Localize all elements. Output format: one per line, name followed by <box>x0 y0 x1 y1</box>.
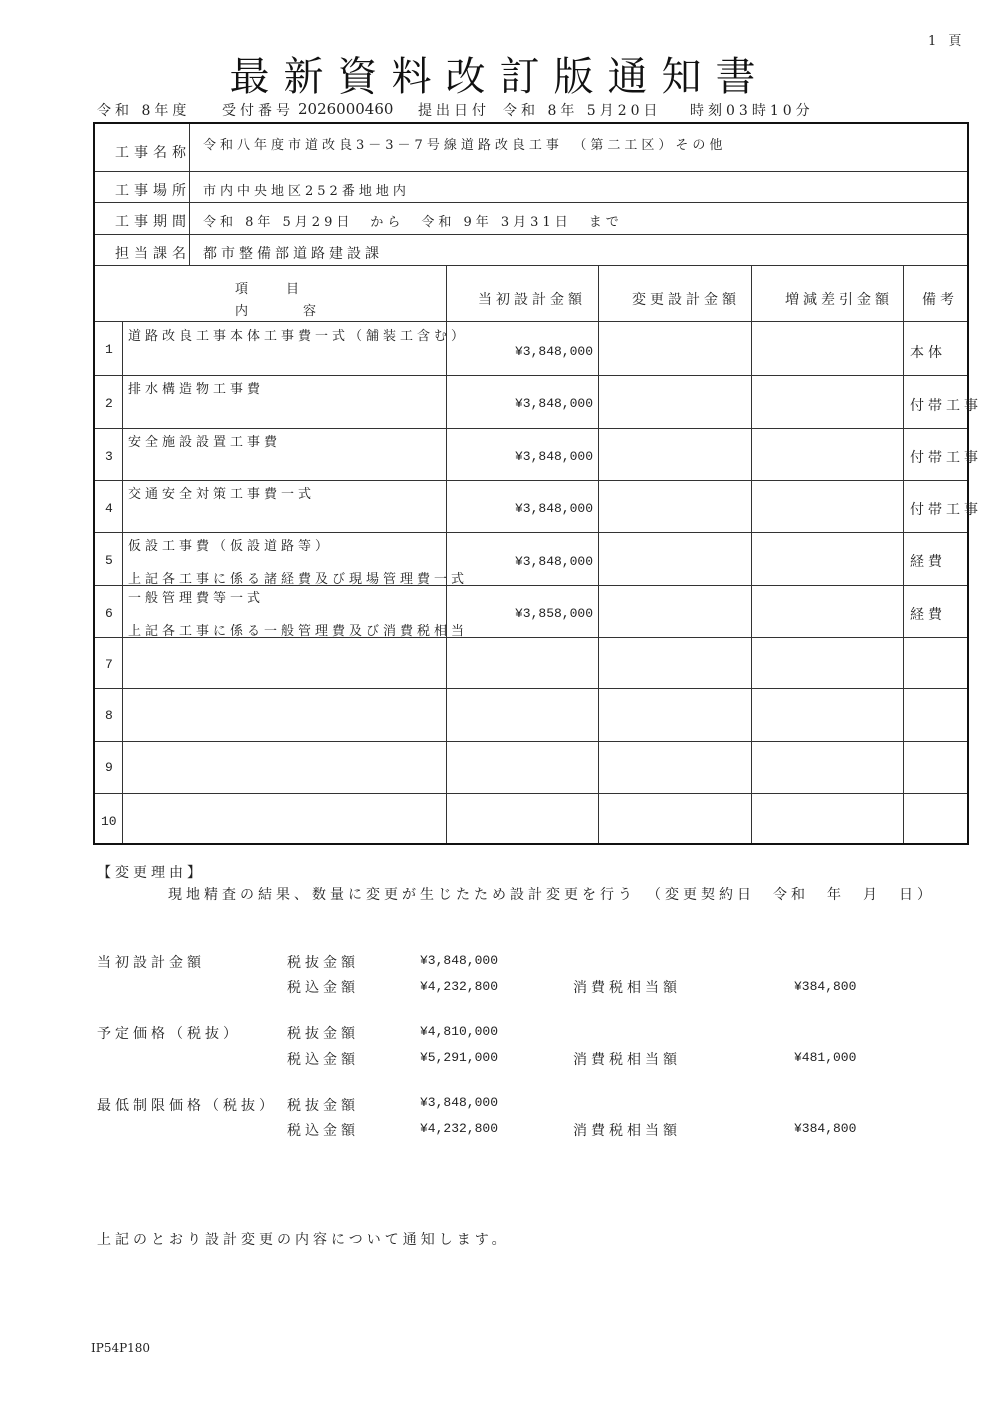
row-amount: ¥3,848,000 <box>514 449 593 464</box>
location: 市内中央地区252番地地内 <box>203 184 410 199</box>
date-label: 提出日付 <box>418 103 490 119</box>
row-number: 9 <box>105 760 113 775</box>
row-content-detail: 上記各工事に係る諸経費及び現場管理費一式 <box>128 572 469 587</box>
project-name-label: 工事名称 <box>115 145 191 161</box>
row-amount: ¥3,848,000 <box>514 501 593 516</box>
tax-amount-label: 消費税相当額 <box>573 1123 681 1139</box>
row-amount: ¥3,848,000 <box>514 396 593 411</box>
tax-amount-value: ¥384,800 <box>794 979 857 994</box>
row-note: 経費 <box>910 554 946 570</box>
row-number: 8 <box>105 708 113 723</box>
tax-included-label: 税込金額 <box>287 1052 359 1068</box>
tax-amount-value: ¥481,000 <box>794 1050 857 1065</box>
row-number: 3 <box>105 449 113 464</box>
tax-excluded-value: ¥3,848,000 <box>420 953 499 968</box>
row-note: 経費 <box>910 607 946 623</box>
row-number: 6 <box>105 606 113 621</box>
summary-label: 当初設計金額 <box>97 955 205 971</box>
row-note: 本体 <box>910 345 946 361</box>
department-label: 担当課名 <box>115 246 191 262</box>
row-number: 2 <box>105 396 113 411</box>
row-number: 4 <box>105 501 113 516</box>
row-amount: ¥3,848,000 <box>514 344 593 359</box>
row-number: 10 <box>101 814 117 829</box>
form-code: IP54P180 <box>91 1341 151 1355</box>
difference-amount-header: 増減差引金額 <box>785 292 893 308</box>
row-note: 付帯工事 <box>910 450 982 466</box>
tax-excluded-label: 税抜金額 <box>287 955 359 971</box>
period: 令和 8年 5月29日 から 令和 9年 3月31日 まで <box>203 215 623 230</box>
row-content: 仮設工事費（仮設道路等） <box>128 539 333 554</box>
period-label: 工事期間 <box>115 214 191 230</box>
row-content: 一般管理費等一式 <box>128 591 265 606</box>
tax-included-value: ¥5,291,000 <box>420 1050 499 1065</box>
submission-date: 令和 8年 5月20日 <box>503 103 662 119</box>
reception-number: 2026000460 <box>298 100 394 118</box>
row-amount: ¥3,848,000 <box>514 554 593 569</box>
row-note: 付帯工事 <box>910 398 982 414</box>
row-content-detail: 上記各工事に係る一般管理費及び消費税相当 <box>128 624 469 639</box>
main-form-table <box>93 122 982 845</box>
tax-excluded-label: 税抜金額 <box>287 1098 359 1114</box>
project-name: 令和八年度市道改良3－3－7号線道路改良工事 （第二工区）その他 <box>203 138 727 153</box>
fiscal-year: 令和 8年度 <box>97 103 191 119</box>
content-header: 内 容 <box>235 304 321 319</box>
row-content: 排水構造物工事費 <box>128 382 265 397</box>
tax-excluded-value: ¥3,848,000 <box>420 1095 499 1110</box>
summary-label: 予定価格（税抜） <box>97 1026 241 1042</box>
document-title: 最新資料改訂版通知書 <box>229 54 770 100</box>
row-number: 1 <box>105 342 113 357</box>
department: 都市整備部道路建設課 <box>203 246 383 262</box>
tax-amount-label: 消費税相当額 <box>573 1052 681 1068</box>
tax-included-value: ¥4,232,800 <box>420 1121 499 1136</box>
tax-amount-value: ¥384,800 <box>794 1121 857 1136</box>
row-content: 安全施設設置工事費 <box>128 435 282 450</box>
tax-included-label: 税込金額 <box>287 1123 359 1139</box>
remarks-label: 【変更理由】 <box>97 865 205 881</box>
submission-time: 時刻03時10分 <box>690 103 814 119</box>
location-label: 工事場所 <box>115 183 191 199</box>
remarks-text: 現地精査の結果、数量に変更が生じたため設計変更を行う （変更契約日 令和 年 月 日） <box>168 887 935 903</box>
notes-header: 備考 <box>922 292 958 308</box>
row-number: 7 <box>105 657 113 672</box>
revised-amount-header: 変更設計金額 <box>632 292 740 308</box>
tax-amount-label: 消費税相当額 <box>573 980 681 996</box>
tax-included-label: 税込金額 <box>287 980 359 996</box>
page-number: 1 頁 <box>928 34 966 49</box>
tax-excluded-value: ¥4,810,000 <box>420 1024 499 1039</box>
footer-note: 上記のとおり設計変更の内容について通知します。 <box>97 1232 510 1248</box>
number-label: 受付番号 <box>222 103 294 119</box>
summary-label: 最低制限価格（税抜） <box>97 1098 277 1114</box>
row-amount: ¥3,858,000 <box>514 606 593 621</box>
original-amount-header: 当初設計金額 <box>478 292 586 308</box>
item-header: 項 目 <box>235 282 304 297</box>
tax-excluded-label: 税抜金額 <box>287 1026 359 1042</box>
row-content: 道路改良工事本体工事費一式（舗装工含む） <box>128 329 469 344</box>
row-content: 交通安全対策工事費一式 <box>128 487 316 502</box>
row-note: 付帯工事 <box>910 502 982 518</box>
row-number: 5 <box>105 553 113 568</box>
tax-included-value: ¥4,232,800 <box>420 979 499 994</box>
